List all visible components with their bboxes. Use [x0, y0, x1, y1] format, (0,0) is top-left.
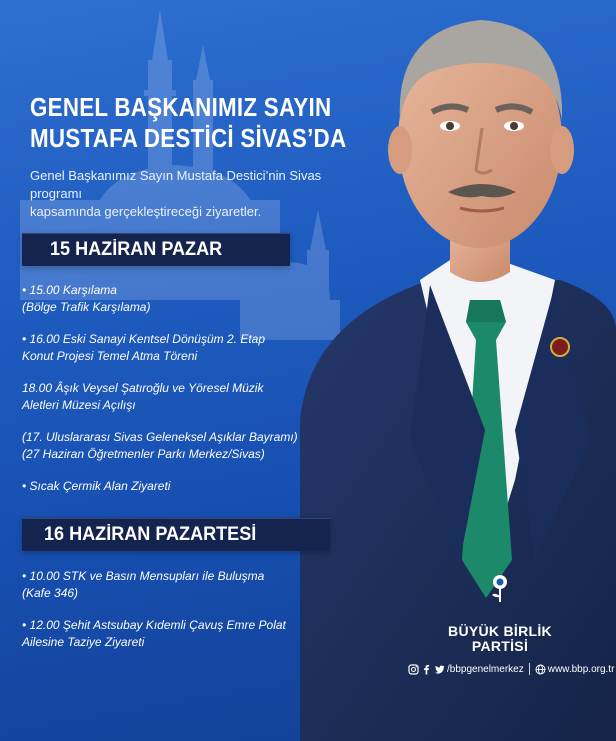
- facebook-icon[interactable]: [421, 664, 432, 675]
- day-2-title: 16 HAZİRAN PAZARTESİ: [44, 524, 257, 545]
- subheading-line-2: kapsamında gerçekleştireceği ziyaretler.: [30, 204, 262, 219]
- party-name-line-2: PARTİSİ: [471, 638, 529, 654]
- globe-icon: [535, 664, 546, 675]
- party-name-line-1: BÜYÜK BİRLİK: [448, 623, 552, 639]
- subheading-line-1: Genel Başkanımız Sayın Mustafa Destici’nin Sivas programı: [30, 168, 322, 201]
- day-1-title: 15 HAZİRAN PAZAR: [50, 239, 223, 260]
- website-link[interactable]: www.bbp.org.tr: [547, 663, 615, 675]
- footer-divider: [529, 663, 530, 675]
- day-1-event-list: [22, 282, 322, 510]
- headline-line-1: GENEL BAŞKANIMIZ SAYIN: [30, 92, 332, 122]
- event-item: • 12.00 Şehit Astsubay Kıdemli Çavuş Emre Polat Ailesine Taziye Ziyareti: [22, 618, 286, 649]
- twitter-icon[interactable]: [434, 664, 445, 675]
- event-item: • Sıcak Çermik Alan Ziyareti: [22, 479, 171, 493]
- lapel-pin: [551, 338, 569, 356]
- headline-line-2: MUSTAFA DESTİCİ SİVAS’DA: [30, 123, 347, 153]
- day-2-event-list: [22, 568, 322, 666]
- event-item: 18.00 Âşık Veysel Şatıroğlu ve Yöresel Müzik Aletleri Müzesi Açılışı: [22, 381, 264, 412]
- subheading: [30, 167, 360, 221]
- day-1-banner: [22, 233, 290, 266]
- headline: [30, 92, 390, 154]
- social-handle[interactable]: /bbpgenelmerkez: [447, 663, 524, 675]
- party-brand: [440, 566, 560, 654]
- event-item: (17. Uluslararası Sivas Geleneksel Aşıklar Bayramı) (27 Haziran Öğretmenler Parkı Merkez/Sivas): [22, 430, 298, 461]
- day-2-banner: [22, 518, 330, 551]
- instagram-icon[interactable]: [408, 664, 419, 675]
- event-item: • 10.00 STK ve Basın Mensupları ile Buluşma (Kafe 346): [22, 569, 265, 600]
- crescent-rose-icon: [470, 566, 530, 618]
- event-item: • 16.00 Eski Sanayi Kentsel Dönüşüm 2. Etap Konut Projesi Temel Atma Töreni: [22, 332, 266, 363]
- event-item: • 15.00 Karşılama (Bölge Trafik Karşılama): [22, 283, 151, 314]
- social-footer: [408, 663, 614, 675]
